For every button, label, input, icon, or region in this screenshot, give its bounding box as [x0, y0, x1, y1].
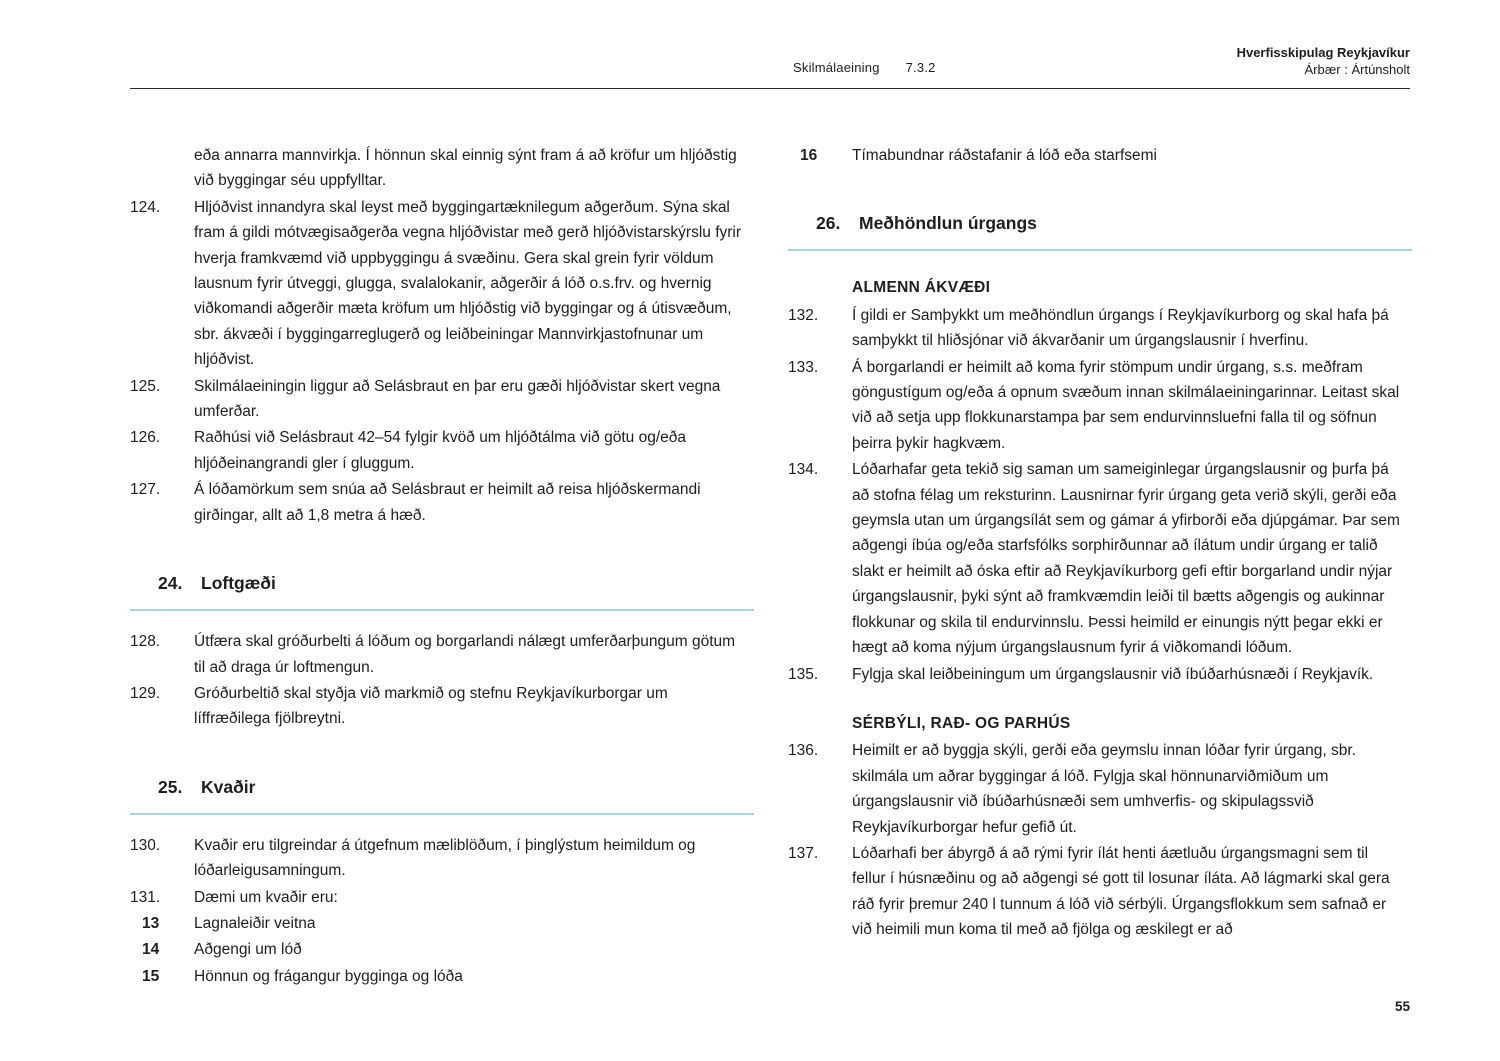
clause-text: Hönnun og frágangur bygginga og lóða	[194, 967, 463, 985]
clause-number: 128.	[130, 633, 161, 651]
clause-number: 136.	[788, 742, 819, 760]
section-divider	[788, 249, 1412, 251]
clause-text: Aðgengi um lóð	[194, 941, 302, 959]
numbered-clause	[130, 833, 754, 884]
section-number: 26.	[816, 213, 841, 234]
numbered-clause	[788, 662, 1412, 687]
numbered-clause	[130, 374, 754, 425]
clause-number: 129.	[130, 684, 161, 702]
sub-clause	[788, 143, 1412, 168]
numbered-clause	[130, 477, 754, 528]
numbered-clause	[130, 629, 754, 680]
section-title-text: Loftgæði	[201, 573, 276, 594]
header-rule	[130, 88, 1410, 89]
clause-number: 135.	[788, 665, 819, 683]
content-columns	[130, 143, 1412, 990]
section-title-text: Kvaðir	[201, 776, 256, 797]
subsection-heading: ALMENN ÁKVÆÐI	[852, 279, 991, 297]
numbered-clause	[130, 143, 754, 194]
clause-text: Hljóðvist innandyra skal leyst með byggingartæknilegum aðgerðum. Sýna skal fram á gildi mótvægisaðgerða vegna hljóðvistar með gerð hljóðvistarskýrslu fyrir hverja framkvæmd við uppbyggingu á svæðinu. Gera skal grein fyrir völdum lausnum fyrir útveggi, glugga, svalalokanir, aðgerðir á lóð o.s.frv. og hvernig viðkomandi aðgerðir mæta kröfum um hljóðstig við byggingar og á útisvæðum, sbr. ákvæði í byggingarreglugerð og leiðbeiningar Mannvirkjastofnunar um hljóðvist.	[194, 198, 742, 369]
section-divider	[130, 609, 754, 611]
clause-text: Raðhúsi við Selásbraut 42–54 fylgir kvöð um hljóðtálma við götu og/eða hljóðeinangrandi gler í gluggum.	[194, 429, 686, 472]
clause-number: 126.	[130, 429, 161, 447]
clause-text: Á borgarlandi er heimilt að koma fyrir stömpum undir úrgang, s.s. meðfram göngustígum og/eða á opnum svæðum innan skilmálaeiningarinnar. Leitast skal við að setja upp flokkunarstampa þar sem endurvinnsluefni falla til og söfnun þeirra þykir hagkvæm.	[852, 358, 1400, 452]
clause-text: Útfæra skal gróðurbelti á lóðum og borgarlandi nálægt umferðarþungum götum til að draga úr loftmengun.	[194, 633, 736, 676]
numbered-clause	[788, 303, 1412, 354]
clause-number: 127.	[130, 481, 161, 499]
header-section-label: Skilmálaeining	[793, 60, 880, 75]
clause-number: 15	[142, 967, 160, 985]
clause-number: 133.	[788, 358, 819, 376]
sub-clause	[130, 937, 754, 962]
numbered-clause	[788, 841, 1412, 943]
clause-text: Tímabundnar ráðstafanir á lóð eða starfsemi	[852, 147, 1157, 164]
clause-text: eða annarra mannvirkja. Í hönnun skal einnig sýnt fram á að kröfur um hljóðstig við byggingar séu uppfylltar.	[194, 147, 737, 190]
numbered-clause	[130, 681, 754, 732]
section-heading-block	[130, 570, 754, 611]
numbered-clause	[788, 355, 1412, 457]
section-heading-block	[130, 774, 754, 815]
clause-number	[130, 143, 194, 194]
clause-text: Dæmi um kvaðir eru:	[194, 888, 338, 906]
clause-text: Gróðurbeltið skal styðja við markmið og stefnu Reykjavíkurborgar um líffræðilega fjölbreytni.	[194, 684, 668, 728]
clause-text: Kvaðir eru tilgreindar á útgefnum mæliblöðum, í þinglýstum heimildum og lóðarleigusamningum.	[194, 836, 696, 880]
numbered-clause	[130, 195, 754, 373]
clause-number: 124.	[130, 198, 161, 216]
clause-text: Á lóðamörkum sem snúa að Selásbraut er heimilt að reisa hljóðskermandi girðingar, allt að 1,8 metra á hæð.	[194, 481, 701, 524]
clause-number: 132.	[788, 306, 819, 324]
numbered-clause	[788, 457, 1412, 660]
clause-text: Lóðarhafi ber ábyrgð á að rými fyrir ílát henti áætluðu úrgangsmagni sem til fellur í húsnæðinu og að aðgengi sé gott til losunar íláta. Að lágmarki skal gera ráð fyrir þremur 240 l tunnum á lóð við sérbýli. Úrgangsflokkum sem safnað er við heimili mun koma til með að fjölga og æskilegt er að	[852, 844, 1390, 939]
clause-number: 13	[142, 914, 160, 932]
section-heading	[130, 774, 754, 800]
clause-text: Lóðarhafar geta tekið sig saman um sameiginlegar úrgangslausnir og þurfa þá að stofna félag um reksturinn. Lausnirnar fyrir úrgang geta verið skýli, gerði eða geymsla utan um úrgangsílát sem og gámar á yfirborði eða djúpgámar. Þar sem aðgengi íbúa og/eða starfsfólks sorphirðunnar að ílátum undir úrgang er talið slakt er heimilt að óska eftir að Reykjavíkurborg gefi eftir borgarland undir nýjar úrgangslausnir, þyki sýnt að framkvæmdin leiði til bætts aðgengis og aukinnar flokkunar og skila til endurvinnslu. Þessi heimild er einungis nýtt þegar ekki er hægt að koma nýjum úrgangslausnum fyrir á viðkomandi lóðum.	[852, 461, 1400, 657]
header-meta	[793, 60, 936, 75]
numbered-clause	[130, 885, 754, 910]
section-divider	[130, 813, 754, 815]
numbered-clause	[788, 738, 1412, 840]
clause-number: 134.	[788, 461, 819, 479]
clause-number: 137.	[788, 844, 819, 862]
page-number: 55	[1394, 999, 1410, 1014]
subsection-heading: SÉRBÝLI, RAÐ- OG PARHÚS	[852, 714, 1071, 732]
sub-clause	[130, 911, 754, 936]
clause-text: Í gildi er Samþykkt um meðhöndlun úrgangs í Reykjavíkurborg og skal hafa þá samþykkt til hliðsjónar við ákvarðanir um úrgangslausnir í hverfinu.	[852, 306, 1389, 350]
clause-text: Heimilt er að byggja skýli, gerði eða geymslu innan lóðar fyrir úrgang, sbr. skilmála um aðrar byggingar á lóð. Fylgja skal hönnunarviðmiðum um úrgangslausnir við íbúðarhúsnæði sem umhverfis- og skipulagssvið Reykjavíkurborgar hefur gefið út.	[852, 742, 1356, 836]
section-number: 25.	[158, 776, 183, 797]
document-subtitle: Árbær : Ártúnsholt	[1304, 62, 1410, 77]
clause-number: 131.	[130, 888, 161, 906]
section-heading-block	[788, 210, 1412, 251]
section-title-text: Meðhöndlun úrgangs	[859, 213, 1037, 234]
clause-text: Fylgja skal leiðbeiningum um úrgangslausnir við íbúðarhúsnæði í Reykjavík.	[852, 665, 1374, 683]
numbered-clause	[130, 425, 754, 476]
document-title: Hverfisskipulag Reykjavíkur	[1236, 45, 1410, 60]
section-number: 24.	[158, 573, 183, 594]
right-column	[788, 143, 1412, 944]
section-heading	[788, 210, 1412, 236]
clause-number: 14	[142, 941, 160, 959]
clause-number: 125.	[130, 377, 161, 395]
left-column	[130, 143, 754, 990]
clause-text: Skilmálaeiningin liggur að Selásbraut en þar eru gæði hljóðvistar skert vegna umferðar.	[194, 377, 721, 421]
clause-text: Lagnaleiðir veitna	[194, 914, 316, 932]
clause-number: 16	[800, 147, 818, 164]
sub-clause	[130, 964, 754, 989]
header-section-code: 7.3.2	[905, 60, 936, 75]
section-heading	[130, 570, 754, 596]
clause-number: 130.	[130, 836, 161, 854]
header-title-block	[1237, 44, 1410, 78]
